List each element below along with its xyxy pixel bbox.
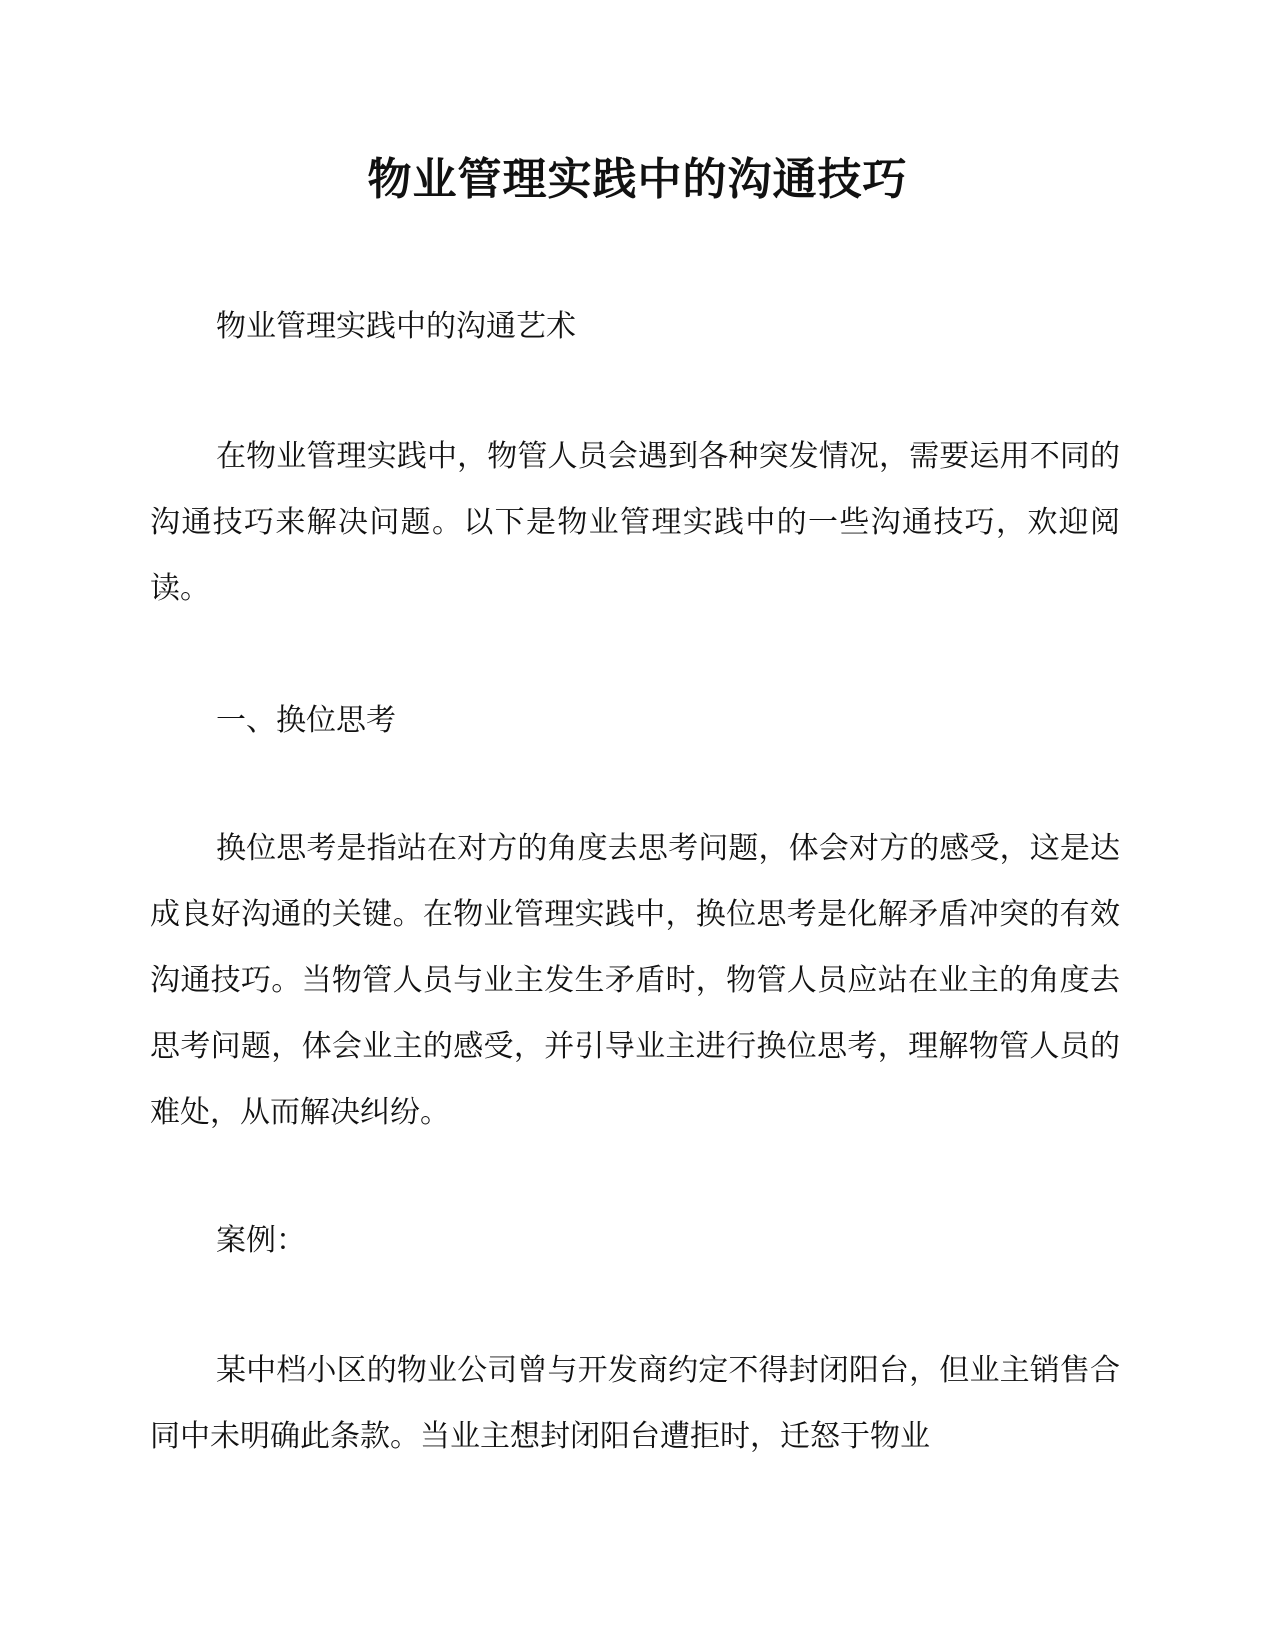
document-subtitle: 物业管理实践中的沟通艺术 (216, 309, 576, 344)
section-body-perspective: 换位思考是指站在对方的角度去思考问题，体会对方的感受，这是达成良好沟通的关键。在物业管理实践中，换位思考是化解矛盾冲突的有效沟通技巧。当物管人员与业主发生矛盾时，物管人员应站在业主的角度去思考问题，体会业主的感受，并引导业主进行换位思考，理解物管人员的难处，从而解决纠纷。 (150, 831, 1120, 1130)
section-heading-perspective: 一、换位思考 (216, 703, 396, 738)
document-title: 物业管理实践中的沟通技巧 (367, 154, 908, 205)
case-paragraph: 某中档小区的物业公司曾与开发商约定不得封闭阳台，但业主销售合同中未明确此条款。当业主想封闭阳台遭拒时，迁怒于物业 (150, 1353, 1120, 1454)
case-label: 案例： (216, 1223, 306, 1258)
intro-paragraph: 在物业管理实践中，物管人员会遇到各种突发情况，需要运用不同的沟通技巧来解决问题。以下是物业管理实践中的一些沟通技巧，欢迎阅读。 (150, 439, 1120, 606)
